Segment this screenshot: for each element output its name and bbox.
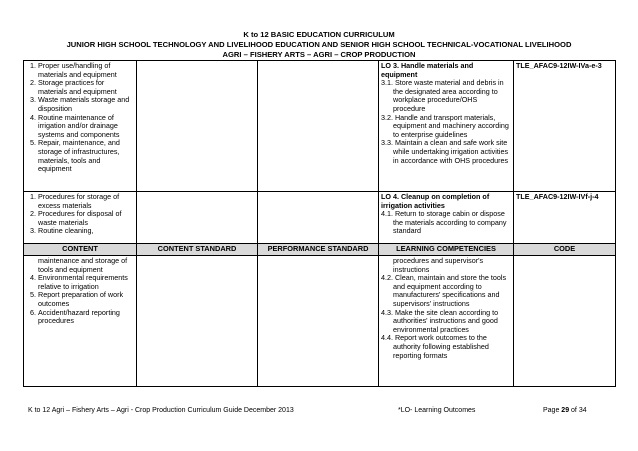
- content-standard-cell: [137, 61, 258, 192]
- performance-standard-cell: [258, 256, 379, 387]
- list-item: 4. Routine maintenance of irrigation and/or drainage systems and components: [38, 114, 134, 140]
- code-cell: TLE_AFAC9-12IW-IVa-e-3: [514, 61, 616, 192]
- code-cell: TLE_AFAC9-12IW-IVf-j-4: [514, 192, 616, 244]
- column-header-code: CODE: [514, 244, 616, 256]
- page-current: 29: [561, 407, 570, 414]
- lo-title: LO 3. Handle materials and equipment: [381, 61, 474, 79]
- list-item: 5. Repair, maintenance, and storage of infrastructures, materials, tools and equipment: [38, 139, 134, 173]
- list-item: 2. Storage practices for materials and equipment: [38, 79, 134, 96]
- learning-competencies-cell: [379, 192, 514, 244]
- lo-item: 4.4. Report work outcomes to the authority following established reporting formats: [381, 333, 489, 360]
- document-subtitle: JUNIOR HIGH SCHOOL TECHNOLOGY AND LIVELIHOOD EDUCATION AND SENIOR HIGH SCHOOL TECHNICAL-VOCATIONAL LIVELIHOOD: [66, 40, 572, 49]
- content-continued: maintenance and storage of tools and equipment: [38, 256, 128, 274]
- footer-page-number: [543, 407, 587, 414]
- learning-competencies-cell: [379, 61, 514, 192]
- lo-item: 4.2. Clean, maintain and store the tools and equipment according to manufacturers' specifications and supervisors' instructions: [381, 273, 507, 308]
- column-header-performance-standard: PERFORMANCE STANDARD: [258, 244, 379, 256]
- lo-item: 3.1. Store waste material and debris in the designated area according to workplace procedure/OHS procedure: [381, 78, 504, 113]
- list-item: 2. Procedures for disposal of waste materials: [38, 210, 134, 227]
- content-cell: [24, 192, 137, 244]
- lo-continued: procedures and supervisor's instructions: [393, 256, 484, 274]
- column-header-row: [24, 244, 616, 256]
- content-list: [26, 62, 134, 174]
- footer-document-name: K to 12 Agri – Fishery Arts – Agri - Crop Production Curriculum Guide December 2013: [28, 407, 294, 414]
- table-row: [24, 192, 616, 244]
- column-header-content: CONTENT: [24, 244, 137, 256]
- content-standard-cell: [137, 256, 258, 387]
- lo-item: 4.3. Make the site clean according to authorities' instructions and good environmental practices: [381, 307, 499, 334]
- content-standard-cell: [137, 192, 258, 244]
- content-list: [26, 193, 134, 236]
- code-cell: [514, 256, 616, 387]
- column-header-learning-competencies: LEARNING COMPETENCIES: [379, 244, 514, 256]
- lo-item: 3.3. Maintain a clean and safe work site while undertaking irrigation activities in accordance with OHS procedures: [381, 138, 509, 165]
- learning-competencies-cell: [379, 256, 514, 387]
- page-suffix: of 34: [569, 407, 587, 414]
- content-cell: [24, 61, 137, 192]
- list-item: 5. Report preparation of work outcomes: [38, 291, 134, 308]
- content-cell: [24, 256, 137, 387]
- list-item: 3. Routine cleaning,: [38, 227, 134, 236]
- performance-standard-cell: [258, 192, 379, 244]
- list-item: 1. Procedures for storage of excess materials: [38, 193, 134, 210]
- lo-item: 3.2. Handle and transport materials, equipment and machinery according to enterprise guidelines: [381, 112, 509, 139]
- footer-legend: *LO- Learning Outcomes: [398, 407, 476, 414]
- column-header-content-standard: CONTENT STANDARD: [137, 244, 258, 256]
- page-prefix: Page: [543, 407, 562, 414]
- list-item: 6. Accident/hazard reporting procedures: [38, 309, 134, 326]
- table-row: [24, 61, 616, 192]
- list-item: 4. Environmental requirements relative to irrigation: [38, 274, 134, 291]
- document-title: K to 12 BASIC EDUCATION CURRICULUM: [243, 30, 395, 39]
- lo-title: LO 4. Cleanup on completion of irrigation activities: [381, 192, 490, 210]
- document-strand: AGRI – FISHERY ARTS – AGRI – CROP PRODUCTION: [222, 50, 416, 59]
- content-list: [26, 274, 134, 326]
- lo-item: 4.1. Return to storage cabin or dispose the materials according to company standard: [381, 209, 507, 236]
- list-item: 3. Waste materials storage and disposition: [38, 96, 134, 113]
- performance-standard-cell: [258, 61, 379, 192]
- list-item: 1. Proper use/handling of materials and equipment: [38, 62, 134, 79]
- curriculum-table: [23, 60, 616, 387]
- table-row: [24, 256, 616, 387]
